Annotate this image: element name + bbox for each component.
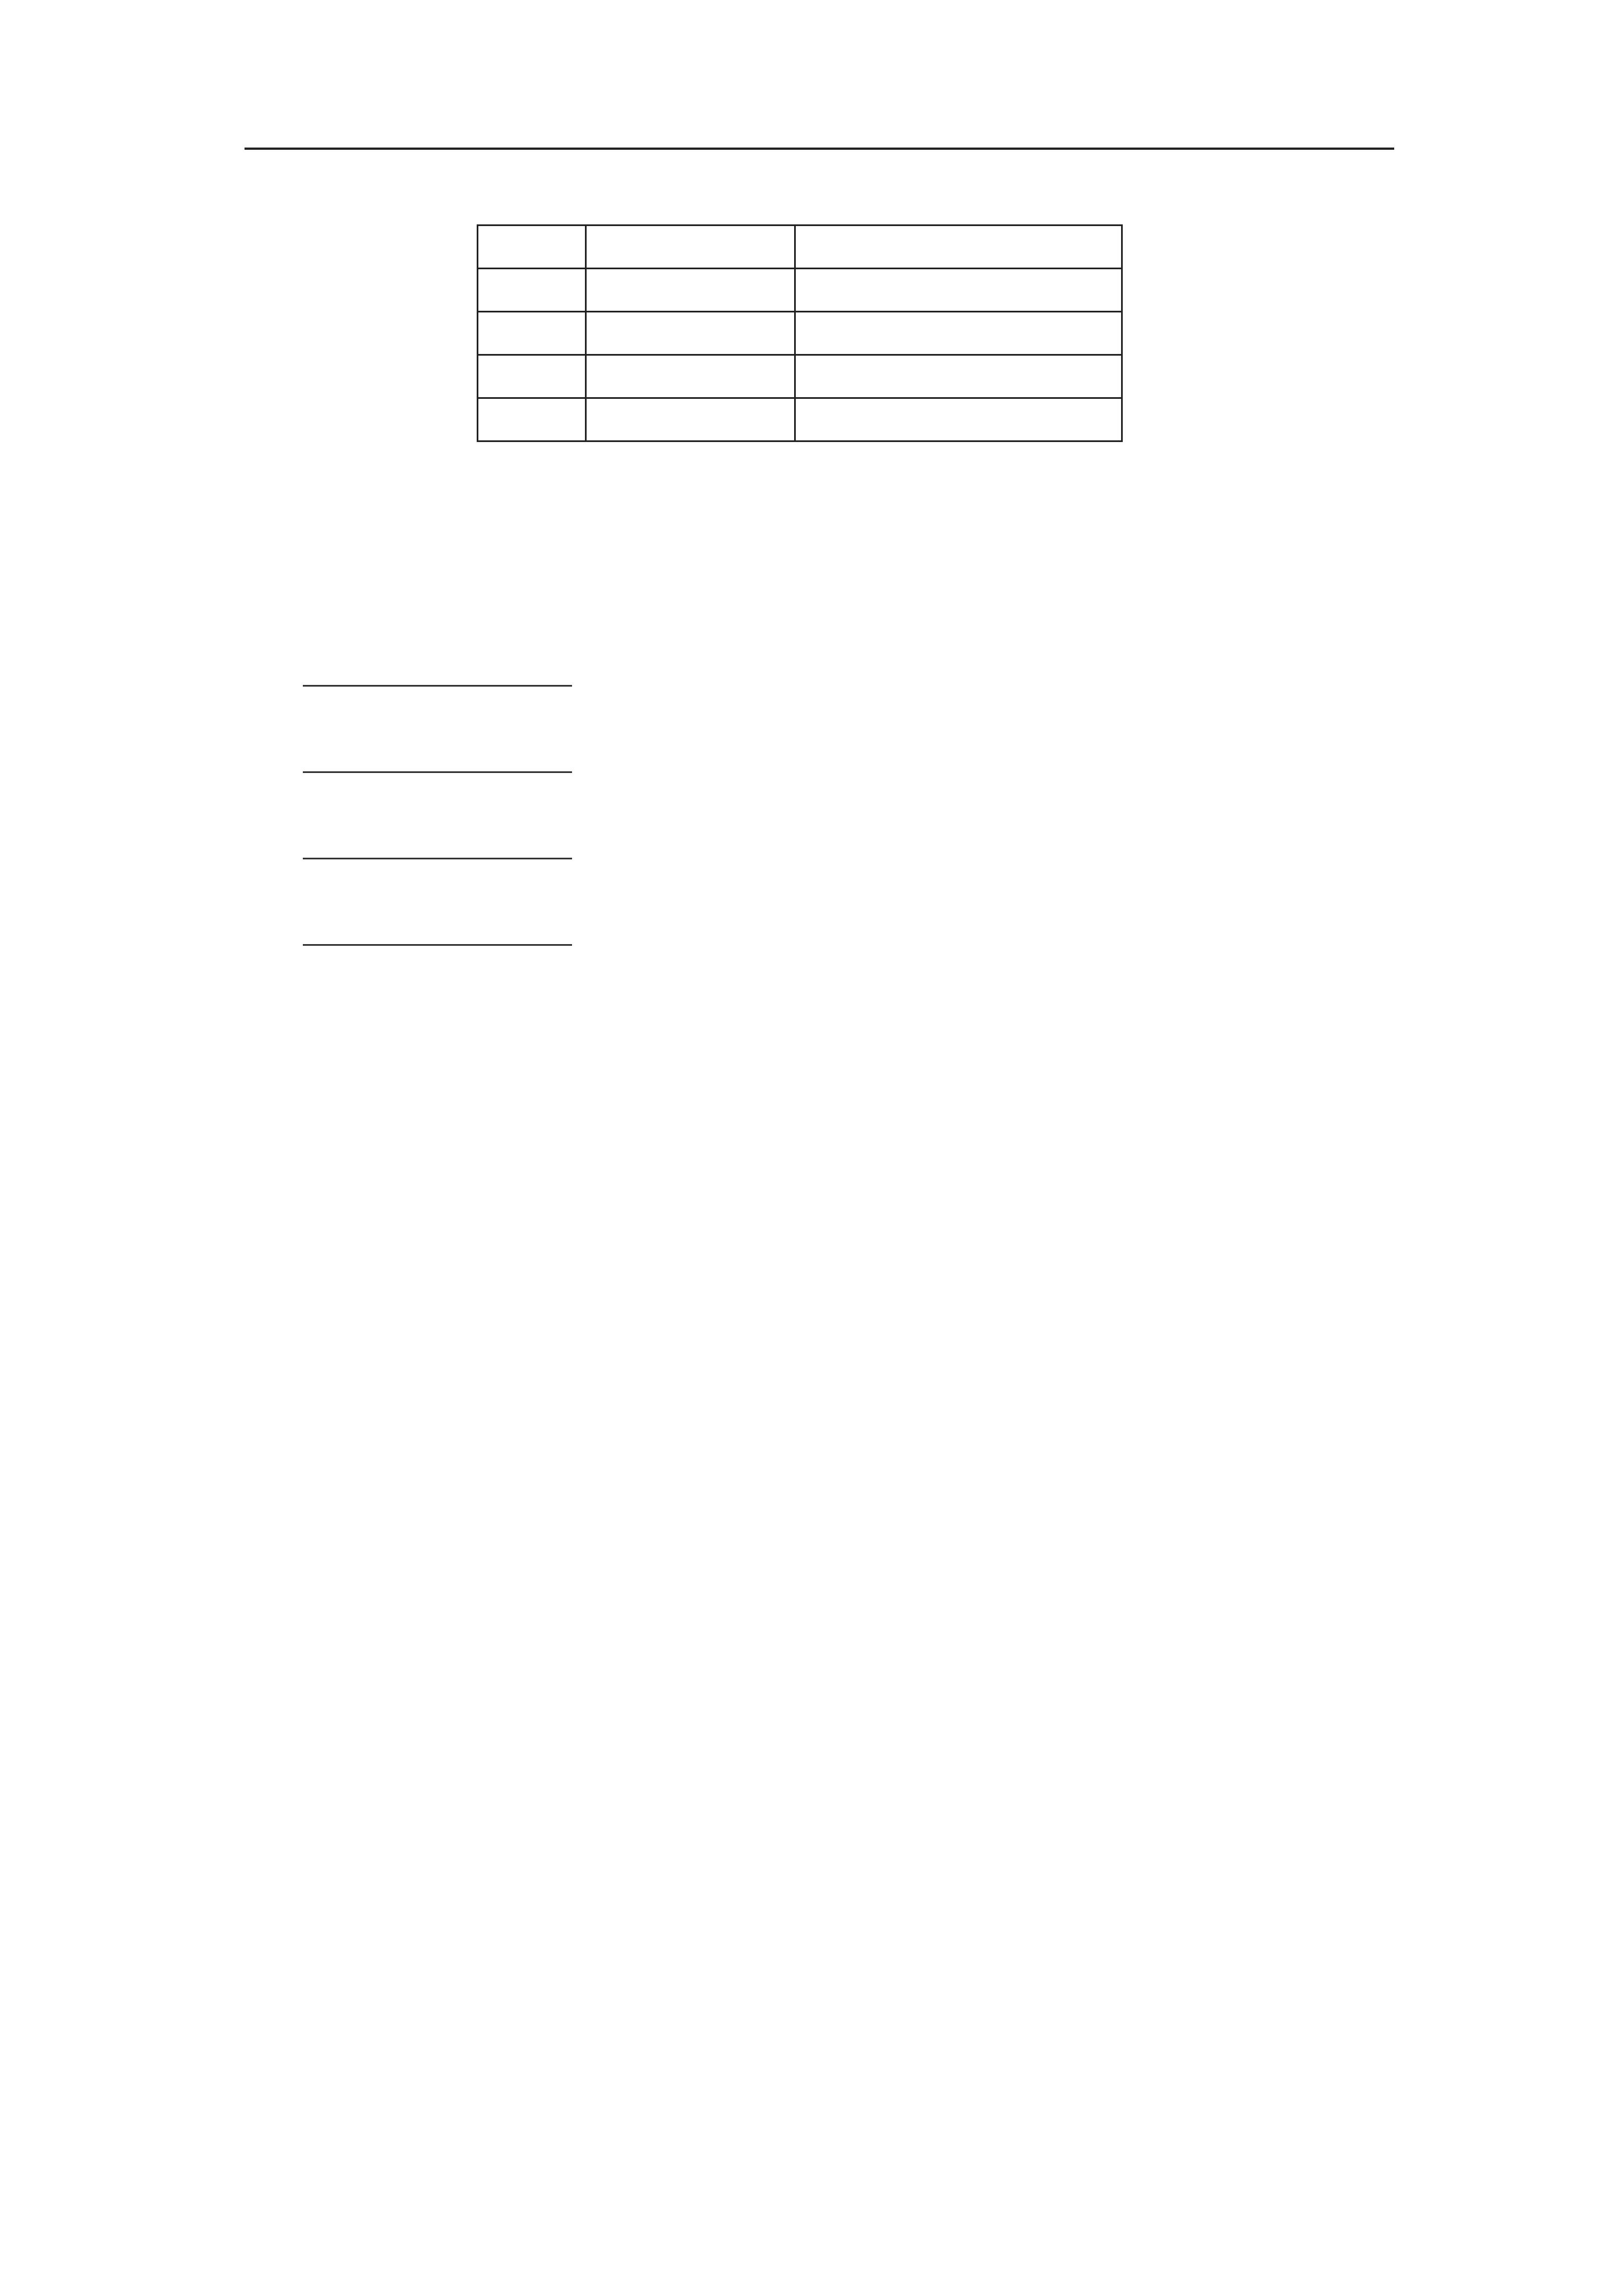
page-content xyxy=(252,191,1402,1001)
answer-blank xyxy=(303,858,572,859)
table-row xyxy=(478,269,1122,312)
header-rule xyxy=(245,148,1394,150)
table-header-cell xyxy=(795,226,1122,269)
table-row xyxy=(478,398,1122,441)
question-16-title xyxy=(252,569,1402,613)
q16-item-question xyxy=(252,699,1402,742)
table-cell xyxy=(478,355,586,398)
table-row xyxy=(478,312,1122,355)
table-cell xyxy=(478,312,586,355)
q16-answer-line xyxy=(252,829,1402,872)
q16-item-question xyxy=(252,785,1402,829)
table-cell xyxy=(795,312,1122,355)
identification-table xyxy=(477,224,1123,442)
question-17-title xyxy=(252,958,1402,1001)
q16-answer-line xyxy=(252,915,1402,958)
table-row xyxy=(478,355,1122,398)
q16-answer-line xyxy=(252,656,1402,699)
table-cell xyxy=(795,269,1122,312)
table-header-cell xyxy=(586,226,795,269)
answer-blank xyxy=(303,685,572,687)
q16-item-question xyxy=(252,872,1402,915)
table-cell xyxy=(795,355,1122,398)
answer-blank xyxy=(303,771,572,773)
table-cell xyxy=(586,355,795,398)
table-cell xyxy=(478,269,586,312)
table-cell xyxy=(586,269,795,312)
table-cell xyxy=(478,398,586,441)
table-cell xyxy=(586,312,795,355)
table-header-cell xyxy=(478,226,586,269)
table-header-row xyxy=(478,226,1122,269)
q16-item-question xyxy=(252,613,1402,656)
section-title xyxy=(252,526,1402,569)
q16-answer-line xyxy=(252,742,1402,785)
table-cell xyxy=(586,398,795,441)
answer-blank xyxy=(303,944,572,946)
table-cell xyxy=(795,398,1122,441)
